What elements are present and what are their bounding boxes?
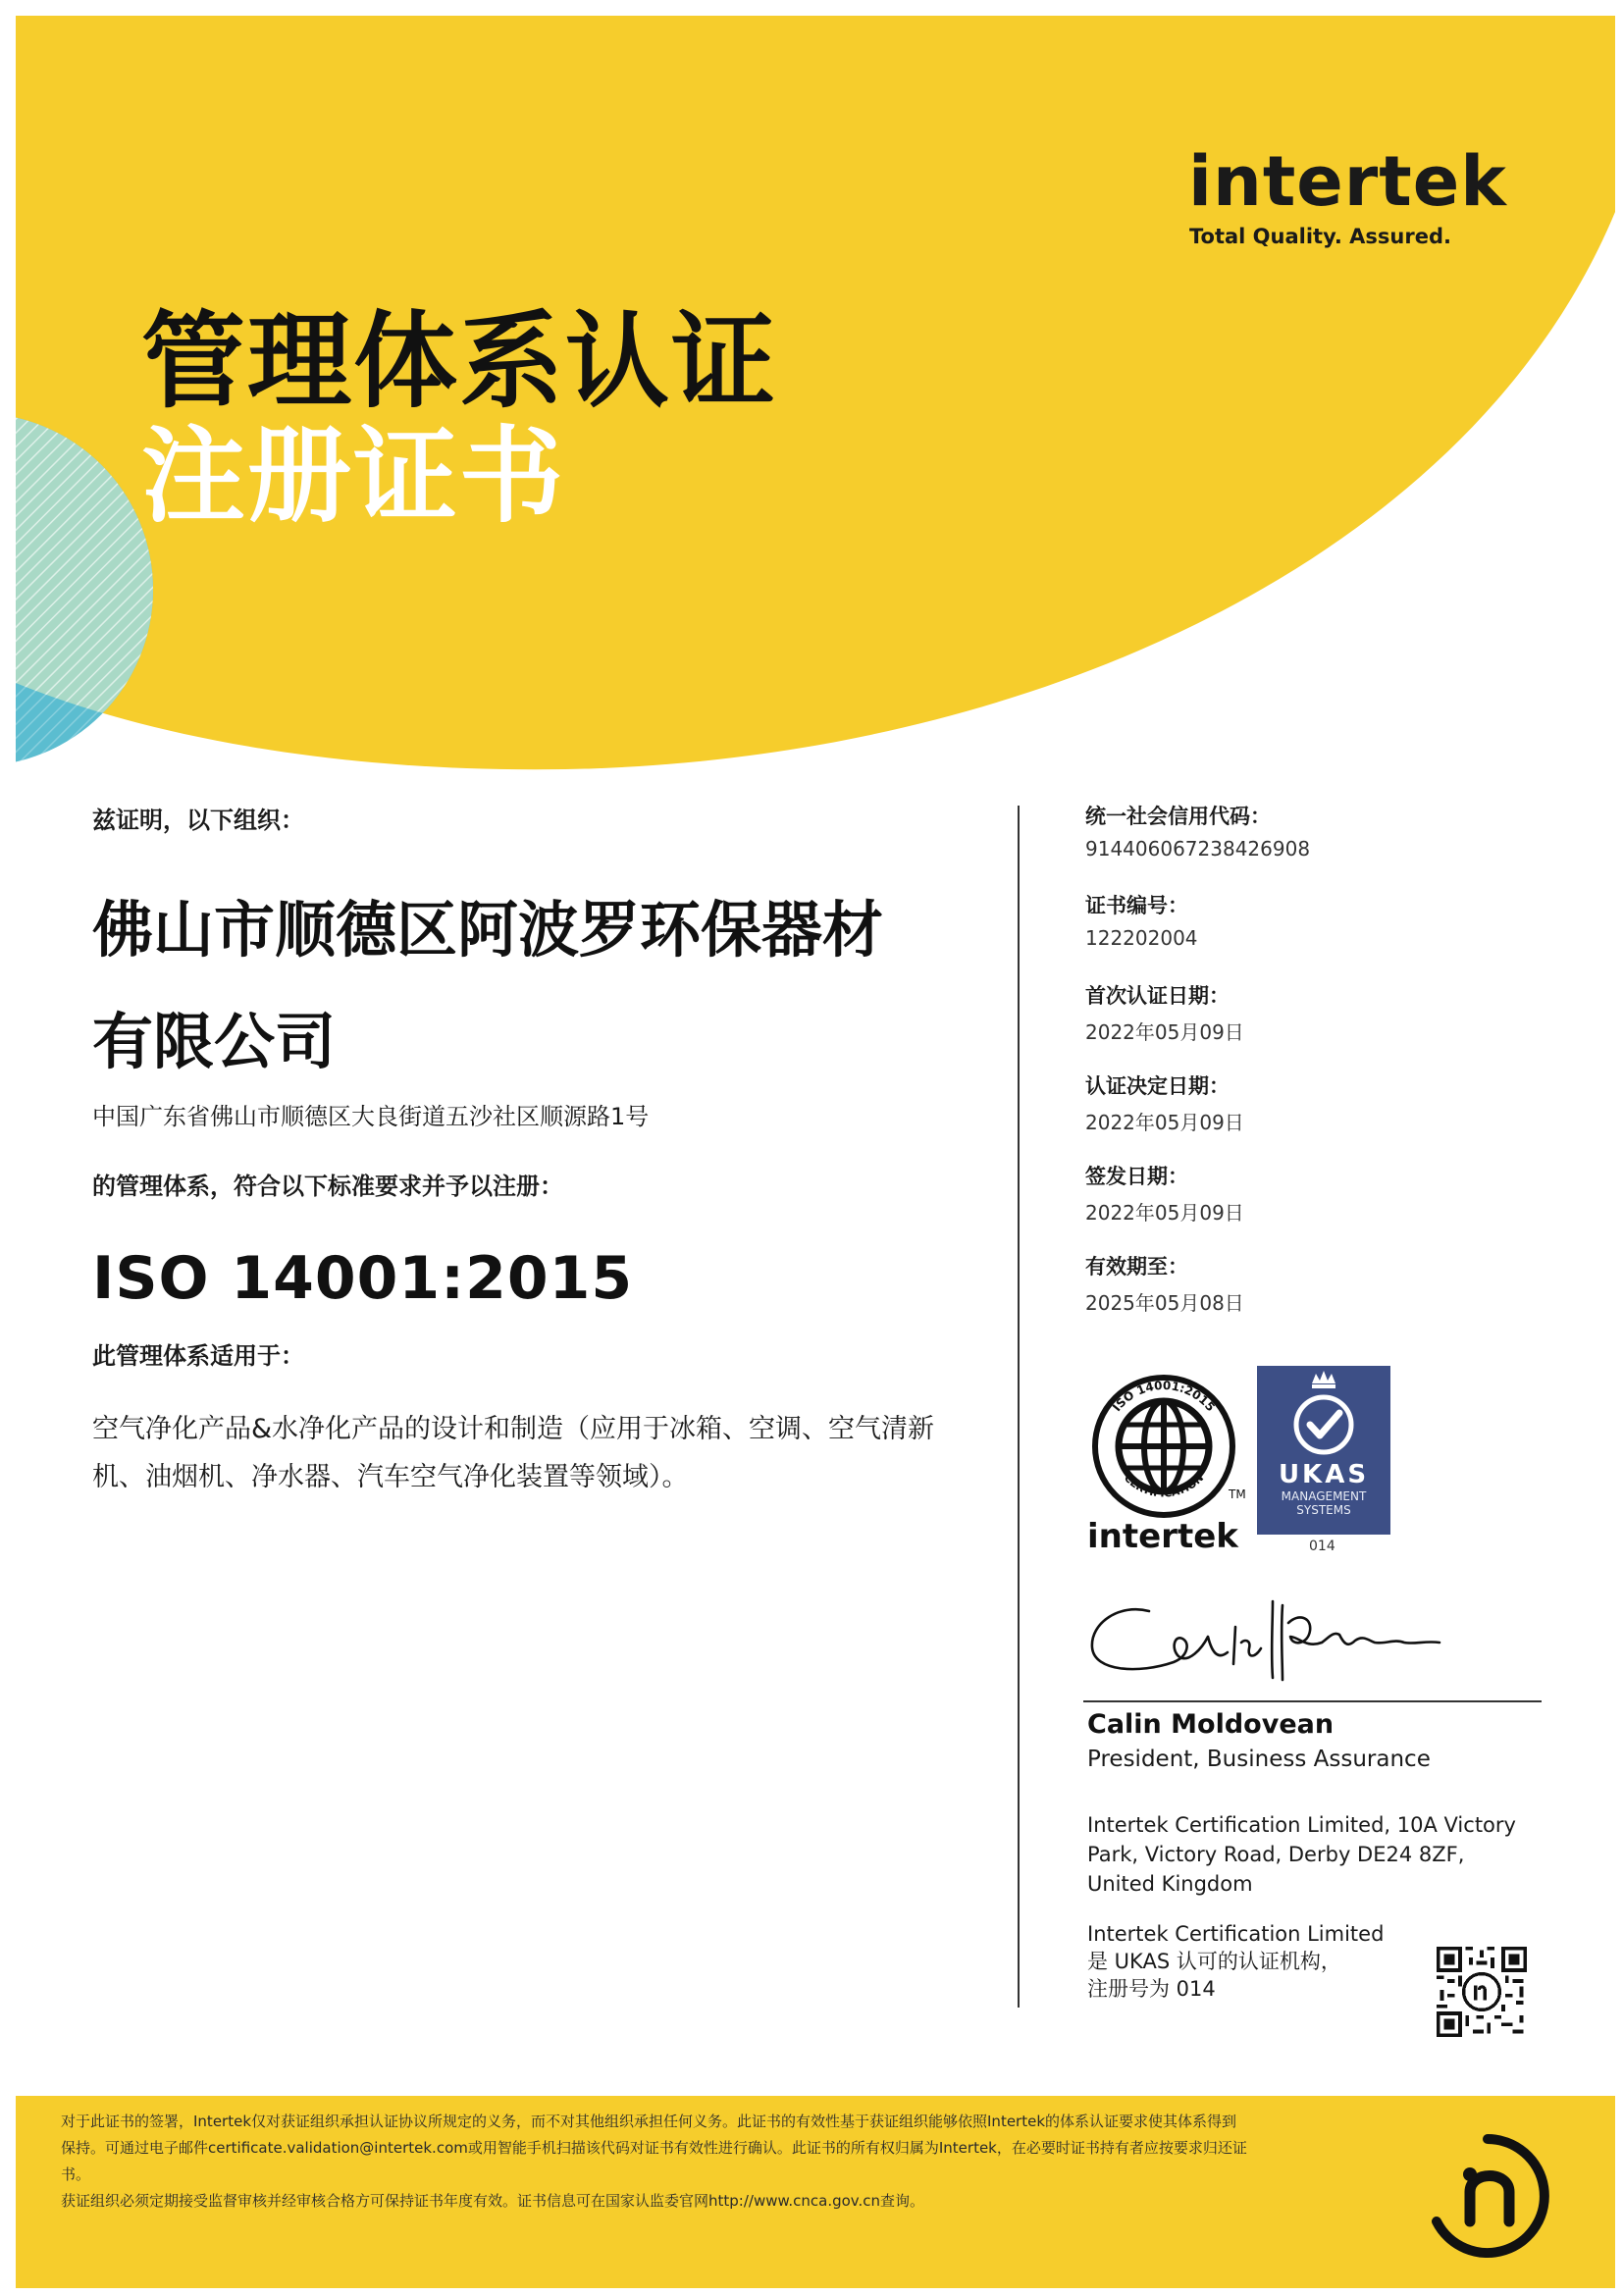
seal-bottom-text: CERTIFICATION [1121,1471,1207,1500]
certificate-number-value: 122202004 [1085,926,1198,950]
organization-address: 中国广东省佛山市顺德区大良街道五沙社区顺源路1号 [92,1103,650,1130]
signatory-title: President, Business Assurance [1087,1747,1431,1772]
signatory-name: Calin Moldovean [1087,1709,1335,1740]
ukas-subtitle [1257,1489,1390,1517]
intro-label: 兹证明，以下组织： [92,807,304,834]
scope-text-line2: 机、油烟机、净水器、汽车空气净化装置等领域）。 [92,1462,689,1492]
standard-name: ISO 14001:2015 [92,1244,634,1313]
qr-code[interactable] [1437,1947,1527,2037]
footer-line4: 获证组织必须定期接受监督审核并经审核合格方可保持证书年度有效。证书信息可在国家认监委官网http://www.cnca.gov.cn查询。 [61,2192,925,2210]
first-cert-date-label: 首次认证日期： [1085,984,1230,1008]
expiry-date-label: 有效期至： [1085,1255,1188,1278]
issue-date-value: 2022年05月09日 [1085,1201,1244,1225]
crown-check-icon [1257,1366,1390,1464]
footer-disclaimer [61,2109,1395,2215]
column-divider [1018,806,1020,2008]
credit-code-value: 914406067238426908 [1085,837,1311,861]
ukas-number: 014 [1309,1539,1335,1554]
scope-text-line1: 空气净化产品&水净化产品的设计和制造（应用于冰箱、空调、空气清新 [92,1414,935,1444]
decision-date-value: 2022年05月09日 [1085,1111,1244,1134]
decision-date-label: 认证决定日期： [1085,1074,1230,1098]
intertek-logo: intertek [1188,141,1507,222]
expiry-date-value: 2025年05月08日 [1085,1291,1244,1315]
issue-date-label: 签发日期： [1085,1165,1188,1188]
logo-tagline: Total Quality. Assured. [1189,225,1451,248]
seal-intertek-wordmark: intertek [1087,1517,1238,1556]
ukas-note-line3: 注册号为 014 [1087,1977,1216,2001]
management-statement: 的管理体系，符合以下标准要求并予以注册： [92,1173,563,1200]
intertek-n-logo-icon [1419,2127,1556,2265]
scope-label: 此管理体系适用于： [92,1342,304,1370]
first-cert-date-value: 2022年05月09日 [1085,1020,1244,1044]
ukas-note-line1: Intertek Certification Limited [1087,1922,1385,1946]
signature-line [1083,1700,1542,1702]
organization-name-line2: 有限公司 [92,1006,337,1077]
seal-ring-text: ISO 14001:2015 [1109,1378,1218,1415]
globe-seal-icon [1085,1368,1242,1525]
ukas-badge [1257,1366,1390,1535]
certificate-title: 管理体系认证 [141,301,777,422]
ukas-wordmark: UKAS [1278,1460,1370,1489]
ukas-sub-line2: SYSTEMS [1296,1503,1351,1517]
certificate-number-label: 证书编号： [1085,894,1188,917]
certifier-address: Intertek Certification Limited, 10A Victory Park, Victory Road, Derby DE24 8ZF, United Kingdom [1087,1813,1516,1896]
organization-name-line1: 佛山市顺德区阿波罗环保器材 [92,894,884,965]
footer-line2: 保持。可通过电子邮件certificate.validation@intertek.com或用智能手机扫描该代码对证书有效性进行确认。此证书的所有权归属为Intertek，在必要时证书持有者应按要求归还证 [61,2139,1247,2157]
ukas-sub-line1: MANAGEMENT [1281,1489,1367,1503]
credit-code-label: 统一社会信用代码： [1085,805,1271,828]
footer-line3: 书。 [61,2166,91,2183]
footer-line1: 对于此证书的签署，Intertek仅对获证组织承担认证协议所规定的义务，而不对其他组织承担任何义务。此证书的有效性基于获证组织能够依照Intertek的体系认证要求使其体系得到 [61,2113,1237,2130]
ukas-accreditation-note [1087,1920,1401,2003]
certificate-subtitle: 注册证书 [141,416,565,537]
trademark-mark: TM [1229,1487,1246,1501]
certificate-page [16,16,1615,2288]
ukas-note-line2: 是 UKAS 认可的认证机构， [1087,1950,1341,1973]
handwritten-signature [1080,1584,1453,1692]
